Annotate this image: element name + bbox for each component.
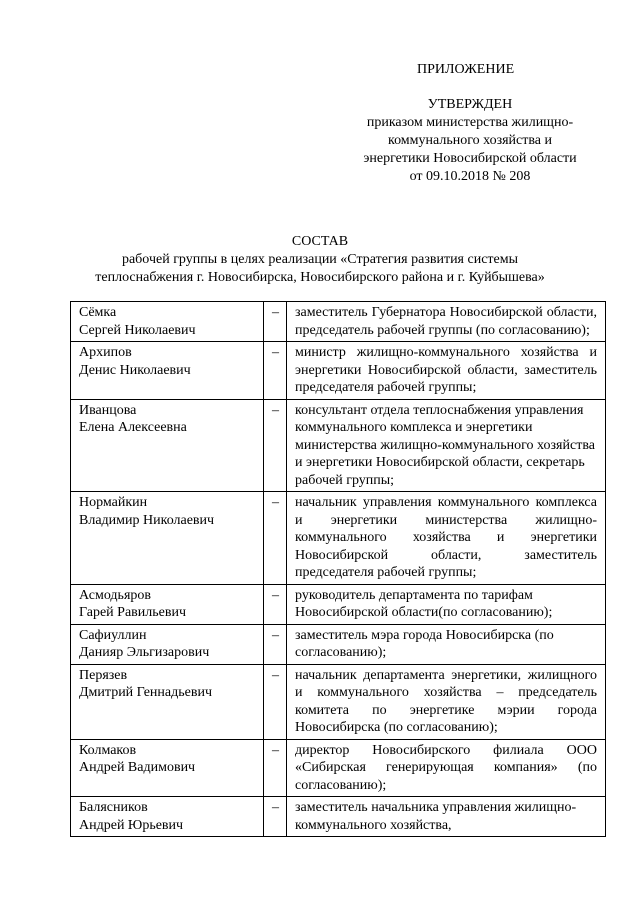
member-surname: Сёмка [79,305,117,320]
member-dash: – [264,664,287,739]
member-name-cell [71,302,264,342]
member-row [71,399,606,492]
member-name-cell [71,399,264,492]
member-given-name: Андрей Вадимович [79,760,196,775]
heading-subtitle-line: теплоснабжения г. Новосибирска, Новосибирского района и г. Куйбышева» [95,270,545,285]
member-given-name: Дмитрий Геннадьевич [79,685,212,700]
member-dash: – [264,624,287,664]
member-row [71,342,606,400]
member-row [71,492,606,585]
heading-subtitle-line: рабочей группы в целях реализации «Стратегия развития системы [121,252,519,267]
members-table-body [71,302,606,837]
member-name-cell [71,342,264,400]
member-dash: – [264,342,287,400]
member-row [71,302,606,342]
member-row [71,797,606,837]
member-row [71,664,606,739]
approval-order-line: приказом министерства жилищно- [366,115,574,130]
member-role: консультант отдела теплоснабжения управления коммунального комплекса и энергетики министерства жилищно-коммунального хозяйства и энергетики Новосибирской области, секретарь рабочей группы; [287,399,606,492]
document-heading [0,233,640,287]
member-surname: Асмодьяров [79,587,151,603]
member-row [71,584,606,624]
member-dash: – [264,739,287,797]
member-name-cell [71,797,264,837]
member-surname: Балясников [79,800,148,815]
member-dash: – [264,584,287,624]
member-dash: – [264,797,287,837]
approval-date-line: от 09.10.2018 № 208 [409,169,531,184]
members-table [70,301,606,837]
member-role: начальник управления коммунального комплекса и энергетики министерства жилищно-коммунального хозяйства и энергетики Новосибирской области, заместитель председателя рабочей группы; [287,492,606,585]
member-row [71,624,606,664]
member-dash: – [264,492,287,585]
approved-word: УТВЕРЖДЕН [427,97,513,112]
member-role: министр жилищно-коммунального хозяйства и энергетики Новосибирской области, заместитель председателя рабочей группы; [287,342,606,400]
member-name-cell [71,584,264,624]
member-name-cell [71,624,264,664]
member-given-name: Елена Алексеевна [79,420,187,435]
member-surname: Сафиуллин [79,627,147,643]
heading-title: СОСТАВ [291,234,349,249]
member-surname: Колмаков [79,742,137,758]
member-surname: Иванцова [79,402,137,418]
member-surname: Нормайкин [79,495,148,510]
member-given-name: Андрей Юрьевич [79,817,184,833]
member-given-name: Гарей Равильевич [79,605,186,620]
member-given-name: Данияр Эльгизарович [79,645,210,660]
member-dash: – [264,399,287,492]
approval-order-line: энергетики Новосибирской области [363,151,577,166]
member-row [71,739,606,797]
member-dash: – [264,302,287,342]
member-name-cell [71,739,264,797]
member-surname: Архипов [79,345,132,360]
member-name-cell [71,664,264,739]
member-surname: Перязев [79,667,128,683]
member-role: заместитель начальника управления жилищно-коммунального хозяйства, [287,797,606,837]
member-role: заместитель мэра города Новосибирска (по согласованию); [287,624,606,664]
member-given-name: Сергей Николаевич [79,322,196,338]
appendix-label: ПРИЛОЖЕНИЕ [417,62,515,77]
approval-block [320,96,620,186]
member-given-name: Денис Николаевич [79,362,191,378]
member-role: директор Новосибирского филиала ООО «Сибирская генерирующая компания» (по согласованию); [287,739,606,797]
member-name-cell [71,492,264,585]
member-given-name: Владимир Николаевич [79,512,215,528]
member-role: руководитель департамента по тарифам Новосибирской области(по согласованию); [287,584,606,624]
member-role: заместитель Губернатора Новосибирской области, председатель рабочей группы (по согласованию); [287,302,606,342]
member-role: начальник департамента энергетики, жилищного и коммунального хозяйства – председатель комитета по энергетике мэрии города Новосибирска (по согласованию); [287,664,606,739]
approval-order-line: коммунального хозяйства и [387,133,553,148]
